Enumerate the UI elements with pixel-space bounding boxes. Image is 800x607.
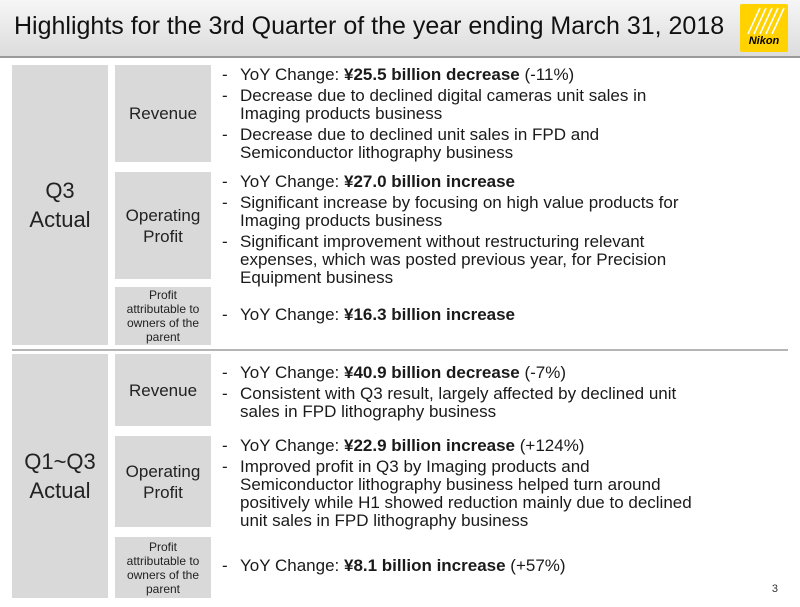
bullet-point: - YoY Change: ¥22.9 billion increase (+124%) [222, 436, 585, 455]
period-label: Q3 [45, 178, 75, 203]
bullet-point: - YoY Change: ¥40.9 billion decrease (-7%) [222, 363, 567, 382]
bullet-point: - Significant increase by focusing on high value products for Imaging products business [222, 193, 679, 230]
row-label: attributable to [126, 302, 200, 316]
section-divider [12, 349, 788, 351]
row-label: parent [145, 581, 181, 596]
row-label: Profit [143, 226, 183, 246]
period-label: Actual [29, 207, 91, 232]
bullet-point: - YoY Change: ¥25.5 billion decrease (-11%) [222, 65, 575, 84]
revenue-points [222, 66, 792, 165]
bullet-point: - Decrease due to declined digital cameras unit sales in Imaging products business [222, 86, 647, 123]
bullet-point: - YoY Change: ¥16.3 billion increase [222, 305, 516, 324]
label-box-revenue [115, 65, 211, 162]
row-label: Operating [125, 461, 201, 481]
label-box-operating-profit [115, 436, 211, 527]
bullet-point: - YoY Change: ¥8.1 billion increase (+57%) [222, 556, 566, 575]
profit-attributable-points [222, 557, 792, 578]
label-box-revenue [115, 354, 211, 426]
bullet-point: - YoY Change: ¥27.0 billion increase [222, 172, 516, 191]
operating-profit-points [222, 437, 792, 533]
row-label: Revenue [128, 104, 198, 123]
label-box-operating-profit [115, 172, 211, 279]
highlight-value: ¥16.3 billion increase [343, 305, 516, 324]
label-box-profit-attributable [115, 287, 211, 345]
title-bar [0, 0, 800, 58]
label-box-profit-attributable [115, 537, 211, 598]
highlight-value: ¥25.5 billion decrease [343, 65, 520, 84]
row-label: attributable to [126, 553, 200, 568]
page-number: 3 [771, 583, 778, 595]
row-label: owners of the [126, 567, 200, 582]
period-box-q3 [12, 65, 108, 345]
row-label: Profit [148, 539, 177, 554]
highlight-value: ¥40.9 billion decrease [343, 363, 520, 382]
highlight-value: ¥27.0 billion increase [343, 172, 516, 191]
period-box-q1-q3 [12, 354, 108, 598]
row-label: Profit [143, 482, 183, 502]
period-label: Actual [29, 478, 91, 503]
bullet-point: - Improved profit in Q3 by Imaging products and Semiconductor lithography business helped turn around positively while H1 showed reduction mainly due to declined unit sales in FPD lithography business [222, 457, 692, 530]
period-label: Q1~Q3 [24, 449, 96, 474]
bullet-dash: - [222, 65, 228, 84]
bullet-point: - Decrease due to declined unit sales in FPD and Semiconductor lithography business [222, 125, 600, 162]
row-label: Operating [125, 205, 201, 225]
nikon-logo [740, 4, 788, 52]
page-title: Highlights for the 3rd Quarter of the year ending March 31, 2018 [14, 12, 725, 40]
highlight-value: ¥22.9 billion increase [343, 436, 516, 455]
row-label: Profit [148, 288, 177, 302]
highlight-value: ¥8.1 billion increase [343, 556, 506, 575]
row-label: Revenue [128, 380, 198, 400]
logo-text: Nikon [748, 35, 780, 47]
row-label: parent [145, 330, 181, 344]
row-label: owners of the [126, 316, 200, 330]
bullet-point: - Significant improvement without restructuring relevant expenses, which was posted previous year, for Precision Equipment business [222, 232, 667, 287]
bullet-point: - Consistent with Q3 result, largely affected by declined unit sales in FPD lithography business [222, 384, 677, 421]
profit-attributable-points [222, 306, 792, 327]
revenue-points [222, 364, 792, 424]
operating-profit-points [222, 173, 792, 290]
